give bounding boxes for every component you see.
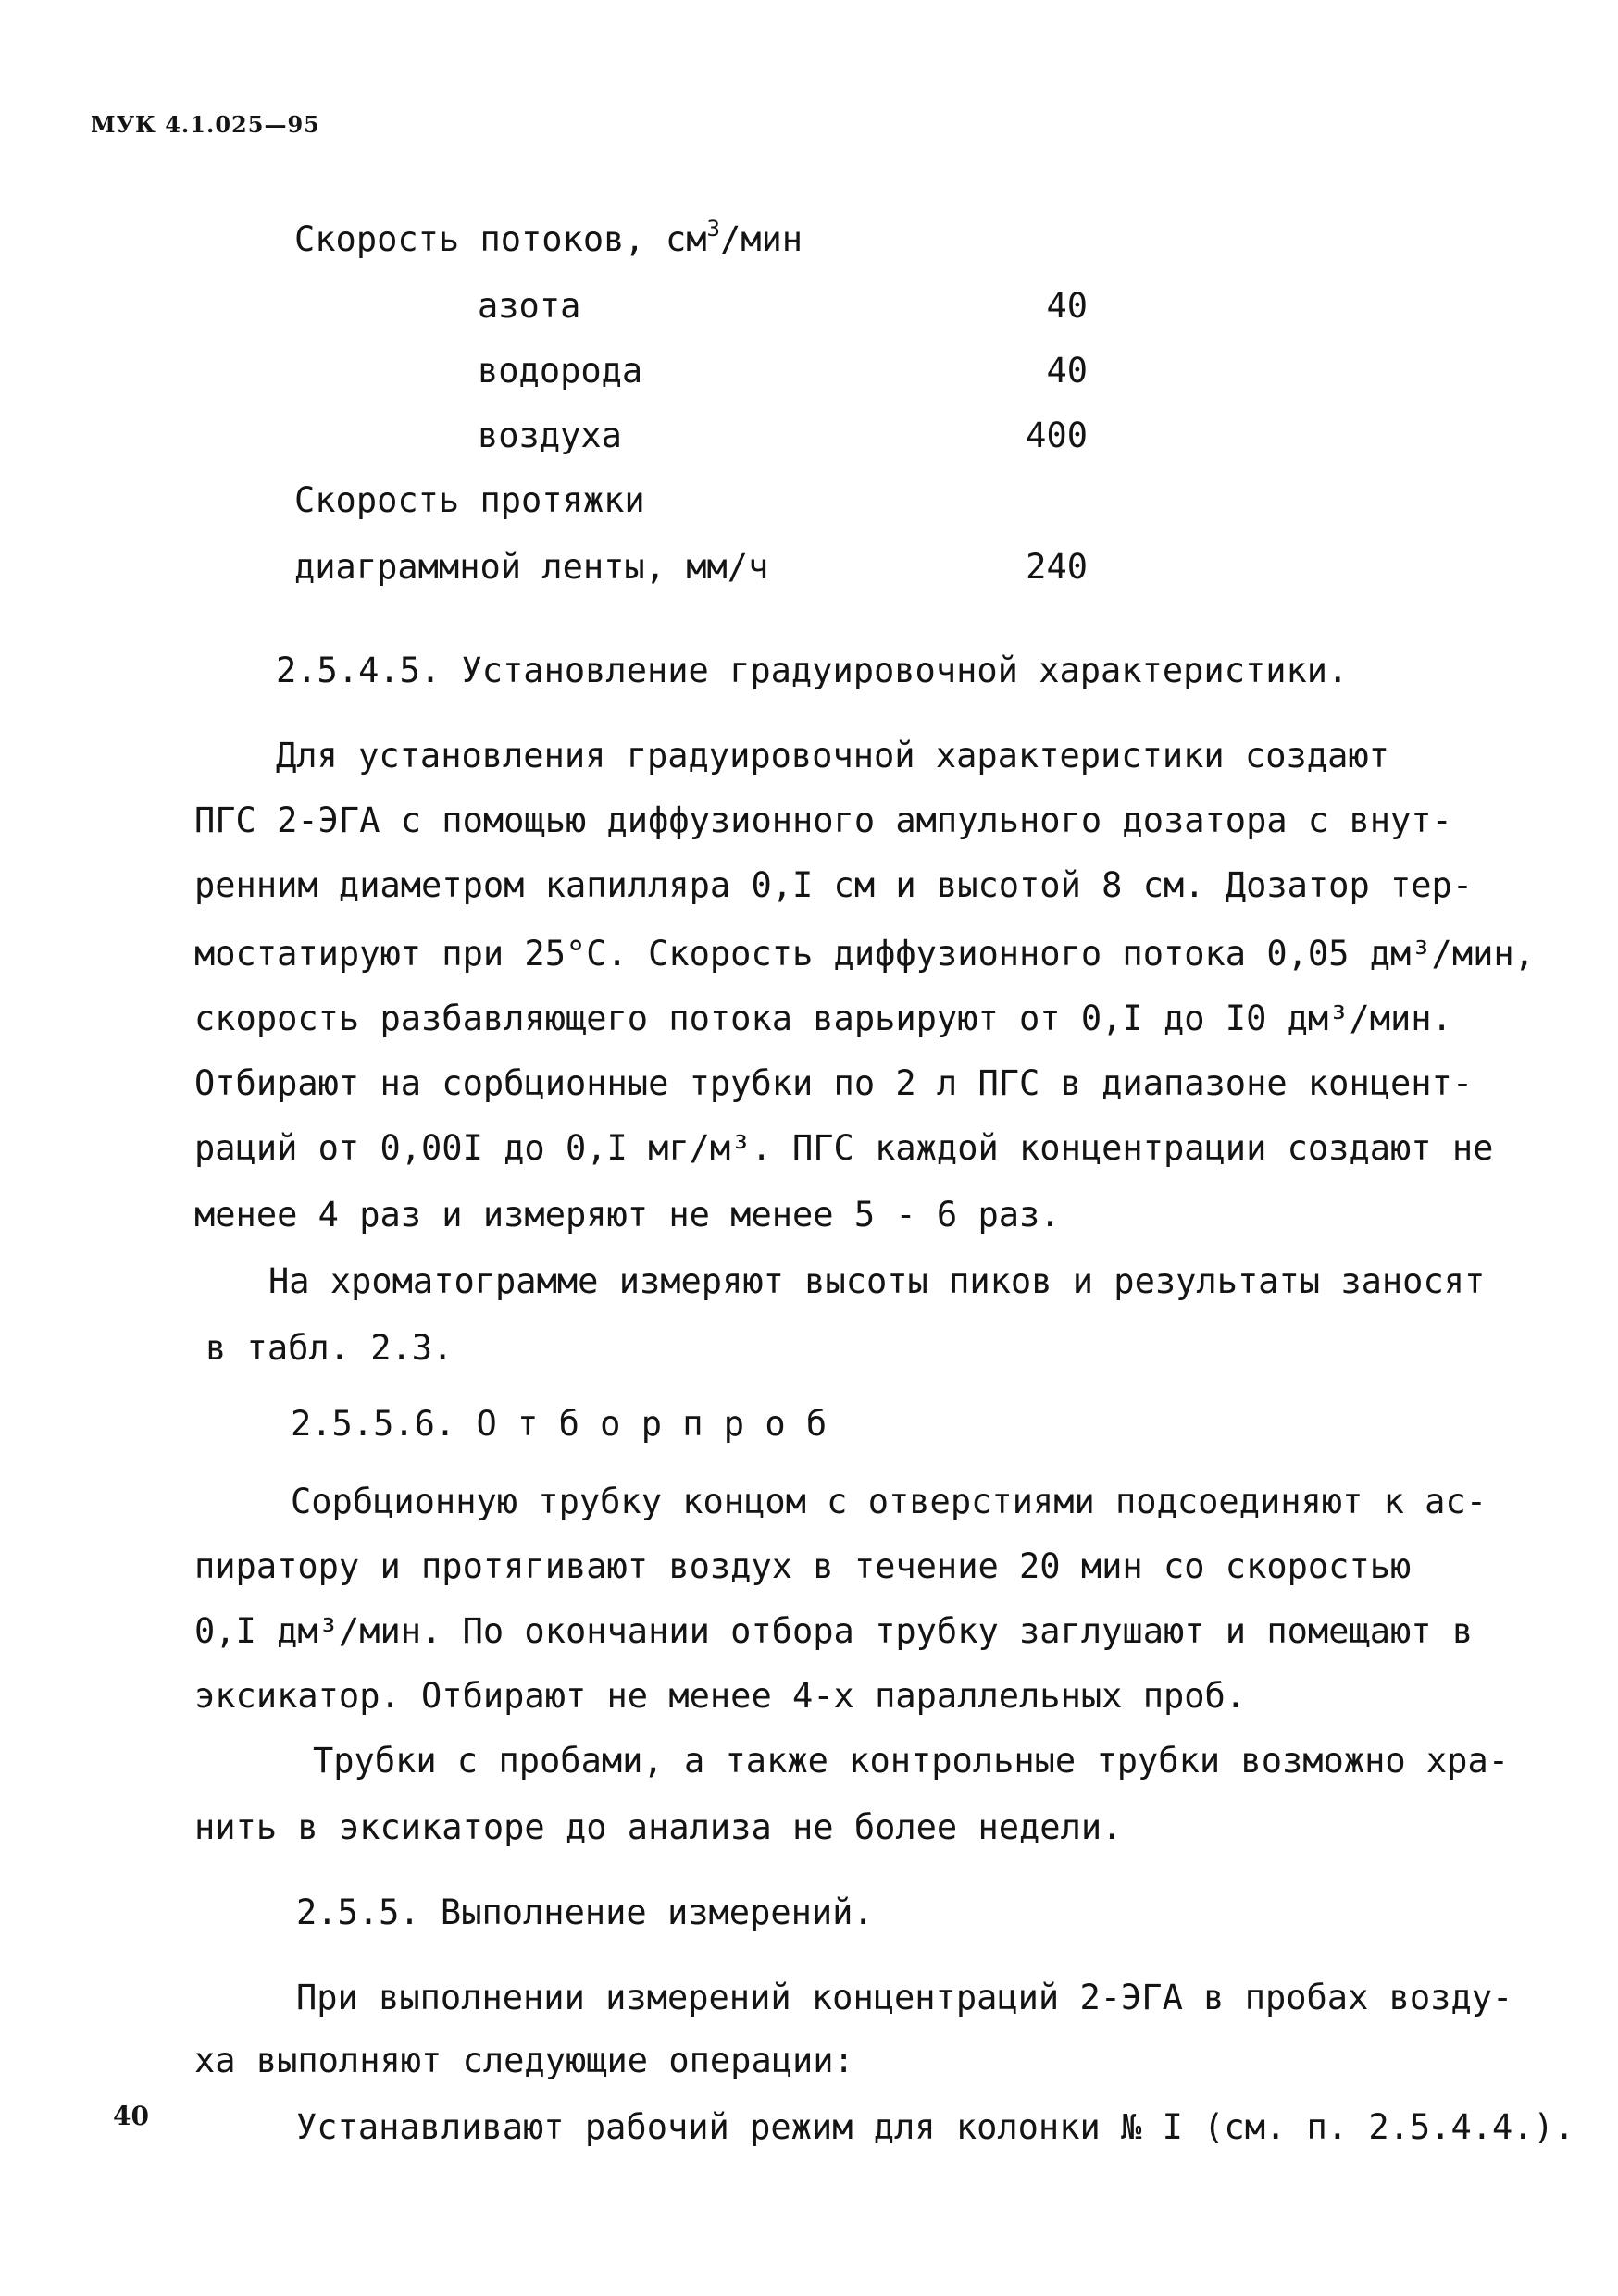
flow-row-value: 40: [1046, 286, 1088, 326]
tape-speed-label-1: Скорость протяжки: [294, 480, 645, 520]
paragraph-line: нить в эксикаторе до анализа не более недели.: [194, 1807, 1123, 1847]
flow-row-value: 400: [1026, 416, 1088, 455]
tape-speed-value: 240: [1026, 547, 1088, 587]
paragraph-line: При выполнении измерений концентраций 2-ЭГА в пробах возду-: [296, 1978, 1513, 2017]
paragraph-line: ренним диаметром капилляра 0,I см и высотой 8 см. Дозатор тер-: [194, 865, 1474, 905]
paragraph-line: раций от 0,00I до 0,I мг/м³. ПГС каждой концентрации создают не: [194, 1128, 1494, 1168]
paragraph-line: эксикатор. Отбирают не менее 4-х параллельных проб.: [194, 1676, 1247, 1716]
page-number: 40: [113, 2101, 149, 2131]
paragraph-line: ха выполняют следующие операции:: [194, 2041, 854, 2080]
paragraph-line: менее 4 раз и измеряют не менее 5 - 6 раз.: [194, 1195, 1061, 1235]
document-id-header: МУК 4.1.025—95: [91, 111, 320, 138]
flow-rates-title-text: Скорость потоков, см: [294, 219, 707, 259]
paragraph-line: Трубки с пробами, а также контрольные трубки возможно хра-: [313, 1741, 1510, 1781]
paragraph-line: скорость разбавляющего потока варьируют от 0,I до I0 дм³/мин.: [194, 999, 1452, 1038]
paragraph-line: ПГС 2-ЭГА с помощью диффузионного ампульного дозатора с внут-: [194, 800, 1452, 840]
paragraph-line: На хроматограмме измеряют высоты пиков и результаты заносят: [268, 1261, 1486, 1301]
paragraph-line: Устанавливают рабочий режим для колонки № I (см. п. 2.5.4.4.).: [296, 2107, 1575, 2147]
flow-rates-title: [294, 216, 803, 259]
paragraph-line: Для установления градуировочной характеристики создают: [276, 736, 1389, 776]
flow-row-value: 40: [1046, 351, 1088, 391]
flow-row-label: воздуха: [478, 416, 622, 455]
paragraph-line: пиратору и протягивают воздух в течение 20 мин со скоростью: [194, 1546, 1412, 1586]
flow-rates-title-sup: 3: [706, 216, 720, 242]
flow-rates-title-unit: /мин: [719, 219, 803, 259]
paragraph-line: в табл. 2.3.: [205, 1328, 454, 1368]
section-heading-2556: 2.5.5.6. О т б о р п р о б: [291, 1404, 828, 1444]
paragraph-line: мостатируют при 25°С. Скорость диффузионного потока 0,05 дм³/мин,: [194, 934, 1535, 974]
paragraph-line: Сорбционную трубку концом с отверстиями подсоединяют к ас-: [291, 1482, 1487, 1521]
paragraph-line: 0,I дм³/мин. По окончании отбора трубку заглушают и помещают в: [194, 1611, 1474, 1651]
paragraph-line: Отбирают на сорбционные трубки по 2 л ПГС в диапазоне концент-: [194, 1063, 1474, 1103]
section-heading-2545: 2.5.4.5. Установление градуировочной характеристики.: [276, 651, 1349, 690]
section-heading-255: 2.5.5. Выполнение измерений.: [296, 1893, 874, 1932]
flow-row-label: азота: [478, 286, 581, 326]
flow-row-label: водорода: [478, 351, 643, 391]
tape-speed-label-2: диаграммной ленты, мм/ч: [294, 547, 769, 587]
